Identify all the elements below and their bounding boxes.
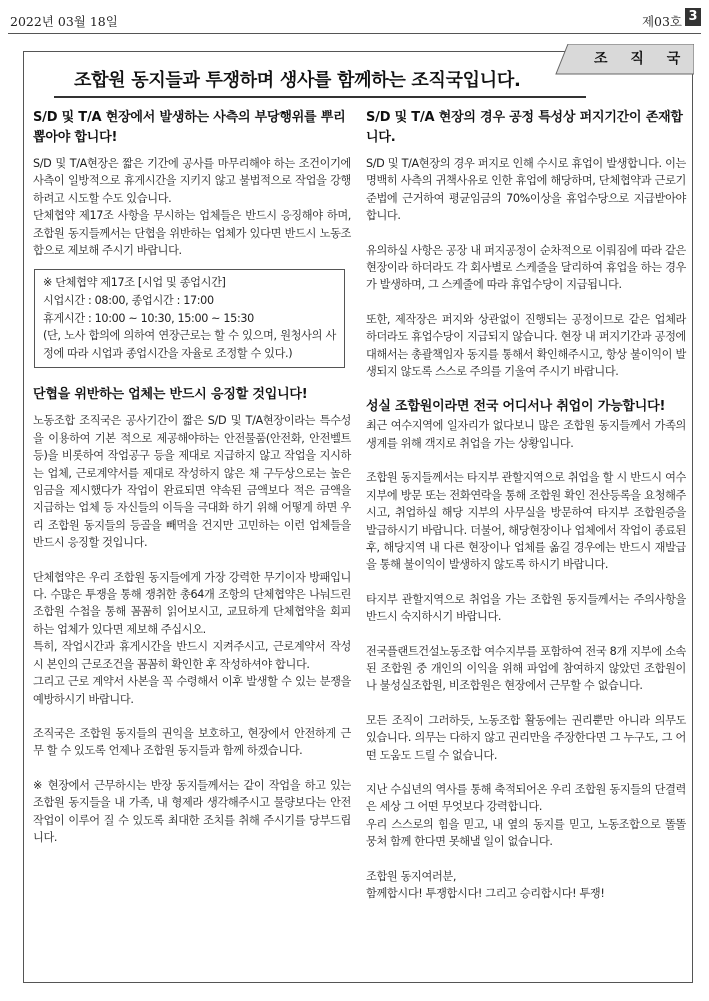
page-header — [0, 0, 709, 34]
paragraph: 모든 조직이 그러하듯, 노동조합 활동에는 권리뿐만 아니라 의무도 있습니다. 의무는 다하지 않고 권리만을 주장한다면 그 누구도, 그 어떤 도움도 드릴 수 없습니다. — [366, 713, 686, 762]
paragraph: 또한, 제작장은 퍼지와 상관없이 진행되는 공정이므로 같은 업체라 하더라도 휴업수당이 지급되지 않습니다. 현장 내 퍼지기간과 공정에 대해서는 총괄책임자 동지를 통해서 확인해주시고, 항상 불이익이 발생되지 않도록 스스로 주의를 기울여 주시기 바랍니다. — [366, 312, 686, 379]
section-heading: 성실 조합원이라면 전국 어디서나 취업이 가능합니다! — [366, 399, 666, 415]
paragraph: S/D 및 T/A현장은 짧은 기간에 공사를 마무리해야 하는 조건이기에 사측이 일방적으로 휴게시간을 지키지 않고 불법적으로 작업을 강행하려고 시도할 수도 있습니다. — [33, 157, 351, 205]
notice-line: 시업시간 : 08:00, 종업시간 : 17:00 — [43, 294, 214, 308]
paragraph: 전국플랜트건설노동조합 여수지부를 포함하여 전국 8개 지부에 소속된 조합원 중 개인의 이익을 위해 파업에 참여하지 않았던 조합원이나 불성실조합원, 비조합원은 현장에서 근무할 수 없습니다. — [366, 644, 686, 693]
paragraph: 단체협약은 우리 조합원 동지들에게 가장 강력한 무기이자 방패입니다. 수많은 투쟁을 통해 쟁취한 총64개 조항의 단체협약은 나눠드린 조합원 수첩을 통해 꼼꼼히 읽어보시고, 교묘하게 단체협약을 회피하는 업체가 있다면 제보해 주십시오. — [33, 570, 351, 636]
department-tab — [538, 44, 694, 80]
paragraph: 지난 수십년의 역사를 통해 축적되어온 우리 조합원 동지들의 단결력은 세상 그 어떤 무엇보다 강력합니다. — [366, 782, 686, 814]
notice-line: 휴게시간 : 10:00 ~ 10:30, 15:00 ~ 15:30 — [43, 311, 254, 325]
page-title: 조합원 동지들과 투쟁하며 생사를 함께하는 조직국입니다. — [74, 70, 521, 91]
paragraph: 함께합시다! 투쟁합시다! 그리고 승리합시다! 투쟁! — [366, 887, 605, 900]
paragraph: 그리고 근로 계약서 사본을 꼭 수령해서 이후 발생할 수 있는 분쟁을 예방하시기 바랍니다. — [33, 675, 351, 706]
right-column — [366, 108, 686, 902]
title-area — [24, 52, 692, 96]
header-divider — [8, 33, 701, 34]
paragraph: 유의하실 사항은 공장 내 퍼지공정이 순차적으로 이뤄짐에 따라 같은 현장이라 하더라도 각 회사별로 스케줄을 달리하여 휴업을 하는 경우가 발생하며, 그 스케줄에 따라 휴업수당이 지급됩니다. — [366, 243, 686, 292]
left-column — [33, 108, 351, 846]
title-underline — [54, 96, 586, 98]
paragraph: 조합원 동지들께서는 타지부 관할지역으로 취업을 할 시 반드시 여수지부에 방문 또는 전화연락을 통해 조합원 확인 전산등록을 요청해주시고, 취업하실 해당 지부의 사무실을 방문하여 타지부 조합원증을 발급하시기 바랍니다. 더불어, 해당현장이나 업체에서 작업이 종료된 후, 해당지역 내 다른 현장이나 업체를 옮길 경우에는 반드시 재발급을 통해 불이익이 발생하지 않도록 하시기 바랍니다. — [366, 471, 686, 572]
notice-box — [34, 269, 345, 368]
paragraph: 노동조합 조직국은 공사기간이 짧은 S/D 및 T/A현장이라는 특수성을 이용하여 기본 적으로 제공해야하는 안전물품(안전화, 안전벨트 등)을 비롯하여 작업공구 등을 제대로 지급하지 않고 작업을 지시하는 업체, 근로계약서를 제대로 작성하지 않은 채 구두상으로는 높은 임금을 제시했다가 작업이 완료되면 약속된 금액보다 적은 금액을 지급하는 업체 등 자신들의 이득을 극대화 하기 위해 어떻게 하면 우리 조합원 동지들의 등골을 빼먹을 건지만 고민하는 이런 업체들을 반드시 응징할 것입니다. — [33, 414, 351, 550]
paragraph: ※ 현장에서 근무하시는 반장 동지들께서는 같이 작업을 하고 있는 조합원 동지들을 내 가족, 내 형제라 생각해주시고 물량보다는 안전작업이 이루어 질 수 있도록 최대한 조치를 취해 주시기를 당부드립니다. — [33, 778, 351, 844]
paragraph: 우리 스스로의 힘을 믿고, 내 옆의 동지를 믿고, 노동조합으로 똘똘 뭉쳐 함께 한다면 못해낼 일이 없습니다. — [366, 817, 686, 849]
issue-number: 제03호 — [641, 14, 682, 29]
article-frame — [23, 51, 693, 983]
section-heading: 단협을 위반하는 업체는 반드시 응징할 것입니다! — [33, 387, 308, 403]
paragraph: 최근 여수지역에 일자리가 없다보니 많은 조합원 동지들께서 가족의 생계를 위해 객지로 취업을 가는 상황입니다. — [366, 419, 686, 450]
paragraph: 특히, 작업시간과 휴게시간을 반드시 지켜주시고, 근로계약서 작성 시 본인의 근로조건을 꼼꼼히 확인한 후 작성하셔야 합니다. — [33, 640, 351, 671]
department-tab-label: 조 직 국 — [594, 51, 690, 67]
notice-title: ※ 단체협약 제17조 [시업 및 종업시간] — [43, 276, 226, 290]
paragraph: 조합원 동지여러분, — [366, 869, 457, 883]
paragraph: 타지부 관할지역으로 취업을 가는 조합원 동지들께서는 주의사항을 반드시 숙지하시기 바랍니다. — [366, 592, 686, 624]
paragraph: S/D 및 T/A현장의 경우 퍼지로 인해 수시로 휴업이 발생합니다. 이는 명백히 사측의 귀책사유로 인한 휴업에 해당하며, 단체협약과 근로기준법에 근거하여 평균임금의 70%이상을 휴업수당으로 지급받아야 합니다. — [366, 157, 686, 223]
issue-date: 2022년 03월 18일 — [10, 14, 118, 29]
page-number-badge: 3 — [685, 8, 701, 26]
section-heading: S/D 및 T/A 현장에서 발생하는 사측의 부당행위를 뿌리뽑아야 합니다! — [33, 110, 346, 145]
paragraph: 단체협약 제17조 사항을 무시하는 업체들은 반드시 응징해야 하며, 조합원 동지들께서는 단협을 위반하는 업체가 있다면 반드시 노동조합으로 제보해 주시기 바랍니다. — [33, 209, 351, 258]
notice-line: (단, 노사 합의에 의하여 연장근로는 할 수 있으며, 원청사의 사정에 따라 시업과 종업시간을 자율로 조정할 수 있다.) — [43, 329, 336, 360]
section-heading: S/D 및 T/A 현장의 경우 공정 특성상 퍼지기간이 존재합니다. — [366, 110, 683, 145]
paragraph: 조직국은 조합원 동지들의 권익을 보호하고, 현장에서 안전하게 근무 할 수 있도록 언제나 조합원 동지들과 함께 하겠습니다. — [33, 726, 351, 758]
